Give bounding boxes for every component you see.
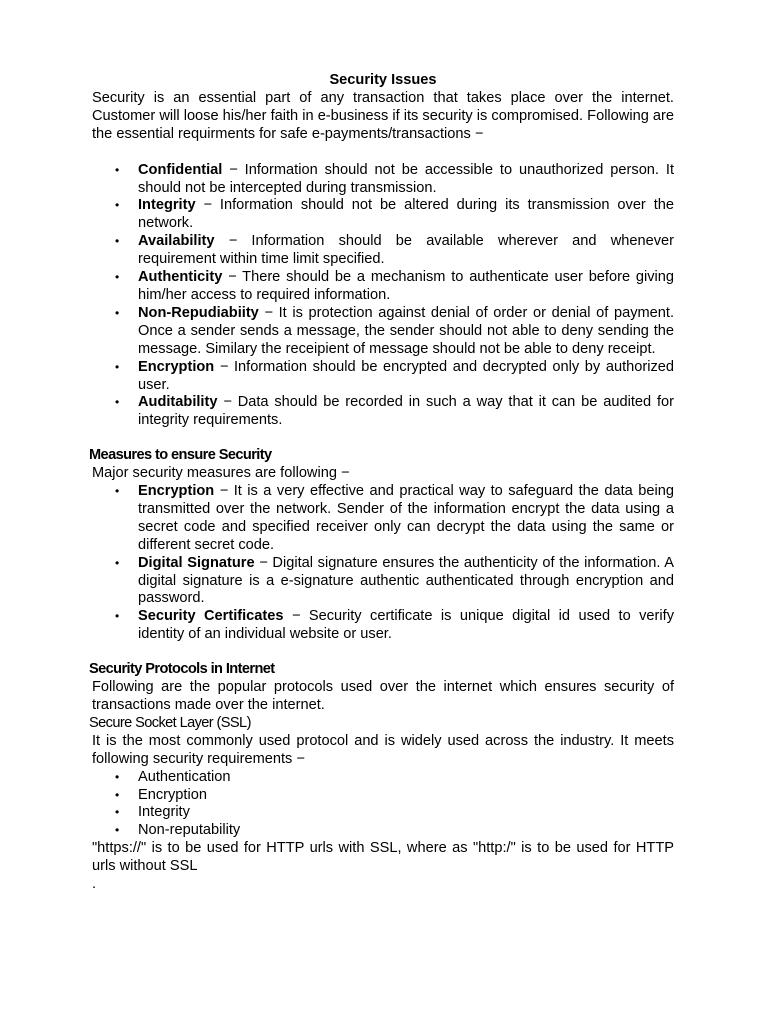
bullet-icon: • bbox=[115, 234, 120, 249]
item-text: − Information should be encrypted and decrypted only by authorized user. bbox=[138, 358, 674, 393]
intro-paragraph: Security is an essential part of any transaction that takes place over the internet. Customer will loose his/her faith in e-business if its security is compromised. Following are the essential requirments for safe e-payments/transactions − bbox=[92, 89, 674, 142]
list-item bbox=[92, 787, 674, 805]
list-item bbox=[92, 305, 674, 359]
item-term: Auditability bbox=[138, 394, 218, 411]
ssl-note: "https://" is to be used for HTTP urls with SSL, where as "http:/" is to be used for HTTP urls without SSL bbox=[92, 840, 674, 875]
item-term: Availability bbox=[138, 233, 215, 250]
item-term: Non-Repudiabiity bbox=[138, 304, 259, 321]
item-term: Security Certificates bbox=[138, 608, 284, 625]
list-item bbox=[92, 162, 674, 198]
trailing-dot: . bbox=[92, 876, 97, 893]
ssl-intro: It is the most commonly used protocol and is widely used across the industry. It meets following security requirements − bbox=[92, 732, 674, 767]
item-text: − Information should not be altered during its transmission over the network. bbox=[138, 197, 674, 232]
list-item bbox=[92, 197, 674, 233]
item-text: − There should be a mechanism to authenticate user before giving him/her access to required information. bbox=[138, 269, 674, 303]
section-heading-protocols: Security Protocols in Internet bbox=[89, 661, 275, 678]
list-item bbox=[92, 394, 674, 430]
spacer bbox=[92, 644, 674, 661]
bullet-icon: • bbox=[115, 823, 120, 838]
item-text: Non-reputability bbox=[138, 822, 241, 839]
item-term: Encryption bbox=[138, 483, 215, 500]
item-text: Integrity bbox=[138, 804, 190, 821]
item-term: Confidential bbox=[138, 161, 223, 178]
item-text: − It is a very effective and practical way to safeguard the data being transmitted over the network. Sender of the information encrypt the data using a secret code and specified receiver only can decrypt the data using the same or different secret code. bbox=[138, 483, 674, 553]
list-item bbox=[92, 269, 674, 305]
list-item bbox=[92, 483, 674, 555]
list-item bbox=[92, 822, 674, 840]
spacer bbox=[92, 430, 674, 447]
bullet-icon: • bbox=[115, 198, 120, 213]
item-term: Encryption bbox=[138, 358, 215, 375]
item-term: Authenticity bbox=[138, 269, 223, 286]
ssl-requirements-list bbox=[92, 769, 674, 841]
item-term: Integrity bbox=[138, 197, 196, 214]
item-text: − Information should not be accessible to unauthorized person. It should not be intercepted during transmission. bbox=[138, 161, 674, 196]
bullet-icon: • bbox=[115, 787, 120, 802]
item-text: − Digital signature ensures the authenticity of the information. A digital signature is a e-signature authentic authenticated through encryption and password. bbox=[138, 554, 675, 607]
item-text: − It is protection against denial of order or denial of payment. Once a sender sends a message, the sender should not able to deny sending the message. Similary the receipient of message should not be able to deny receipt. bbox=[138, 304, 674, 357]
bullet-icon: • bbox=[115, 805, 120, 820]
item-text: Encryption bbox=[138, 786, 207, 803]
requirements-list bbox=[92, 162, 674, 431]
list-item bbox=[92, 555, 674, 609]
bullet-icon: • bbox=[115, 555, 120, 570]
item-term: Digital Signature bbox=[138, 554, 255, 571]
list-item bbox=[92, 804, 674, 822]
bullet-icon: • bbox=[115, 769, 120, 784]
spacer bbox=[92, 144, 674, 162]
protocols-intro: Following are the popular protocols used over the internet which ensures security of transactions made over the internet. bbox=[92, 679, 674, 713]
subsection-heading-ssl: Secure Socket Layer (SSL) bbox=[89, 714, 251, 731]
document-page bbox=[89, 72, 675, 894]
list-item bbox=[92, 769, 674, 787]
item-text: − Information should be available wherever and whenever requirement within time limit specified. bbox=[138, 233, 674, 268]
measures-intro: Major security measures are following − bbox=[92, 465, 350, 482]
bullet-icon: • bbox=[115, 359, 120, 374]
section-heading-measures: Measures to ensure Security bbox=[89, 447, 272, 464]
bullet-icon: • bbox=[115, 609, 120, 624]
item-text: Authentication bbox=[138, 768, 231, 785]
list-item bbox=[92, 359, 674, 395]
bullet-icon: • bbox=[115, 484, 120, 499]
bullet-icon: • bbox=[115, 305, 120, 320]
measures-list bbox=[92, 483, 674, 644]
bullet-icon: • bbox=[115, 395, 120, 410]
list-item bbox=[92, 233, 674, 269]
bullet-icon: • bbox=[115, 270, 120, 285]
item-text: − Security certificate is unique digital id used to verify identity of an individual website or user. bbox=[138, 608, 674, 643]
bullet-icon: • bbox=[115, 162, 120, 177]
list-item bbox=[92, 608, 674, 644]
document-title: Security Issues bbox=[329, 72, 437, 88]
item-text: − Data should be recorded in such a way that it can be audited for integrity requirements. bbox=[138, 394, 674, 429]
